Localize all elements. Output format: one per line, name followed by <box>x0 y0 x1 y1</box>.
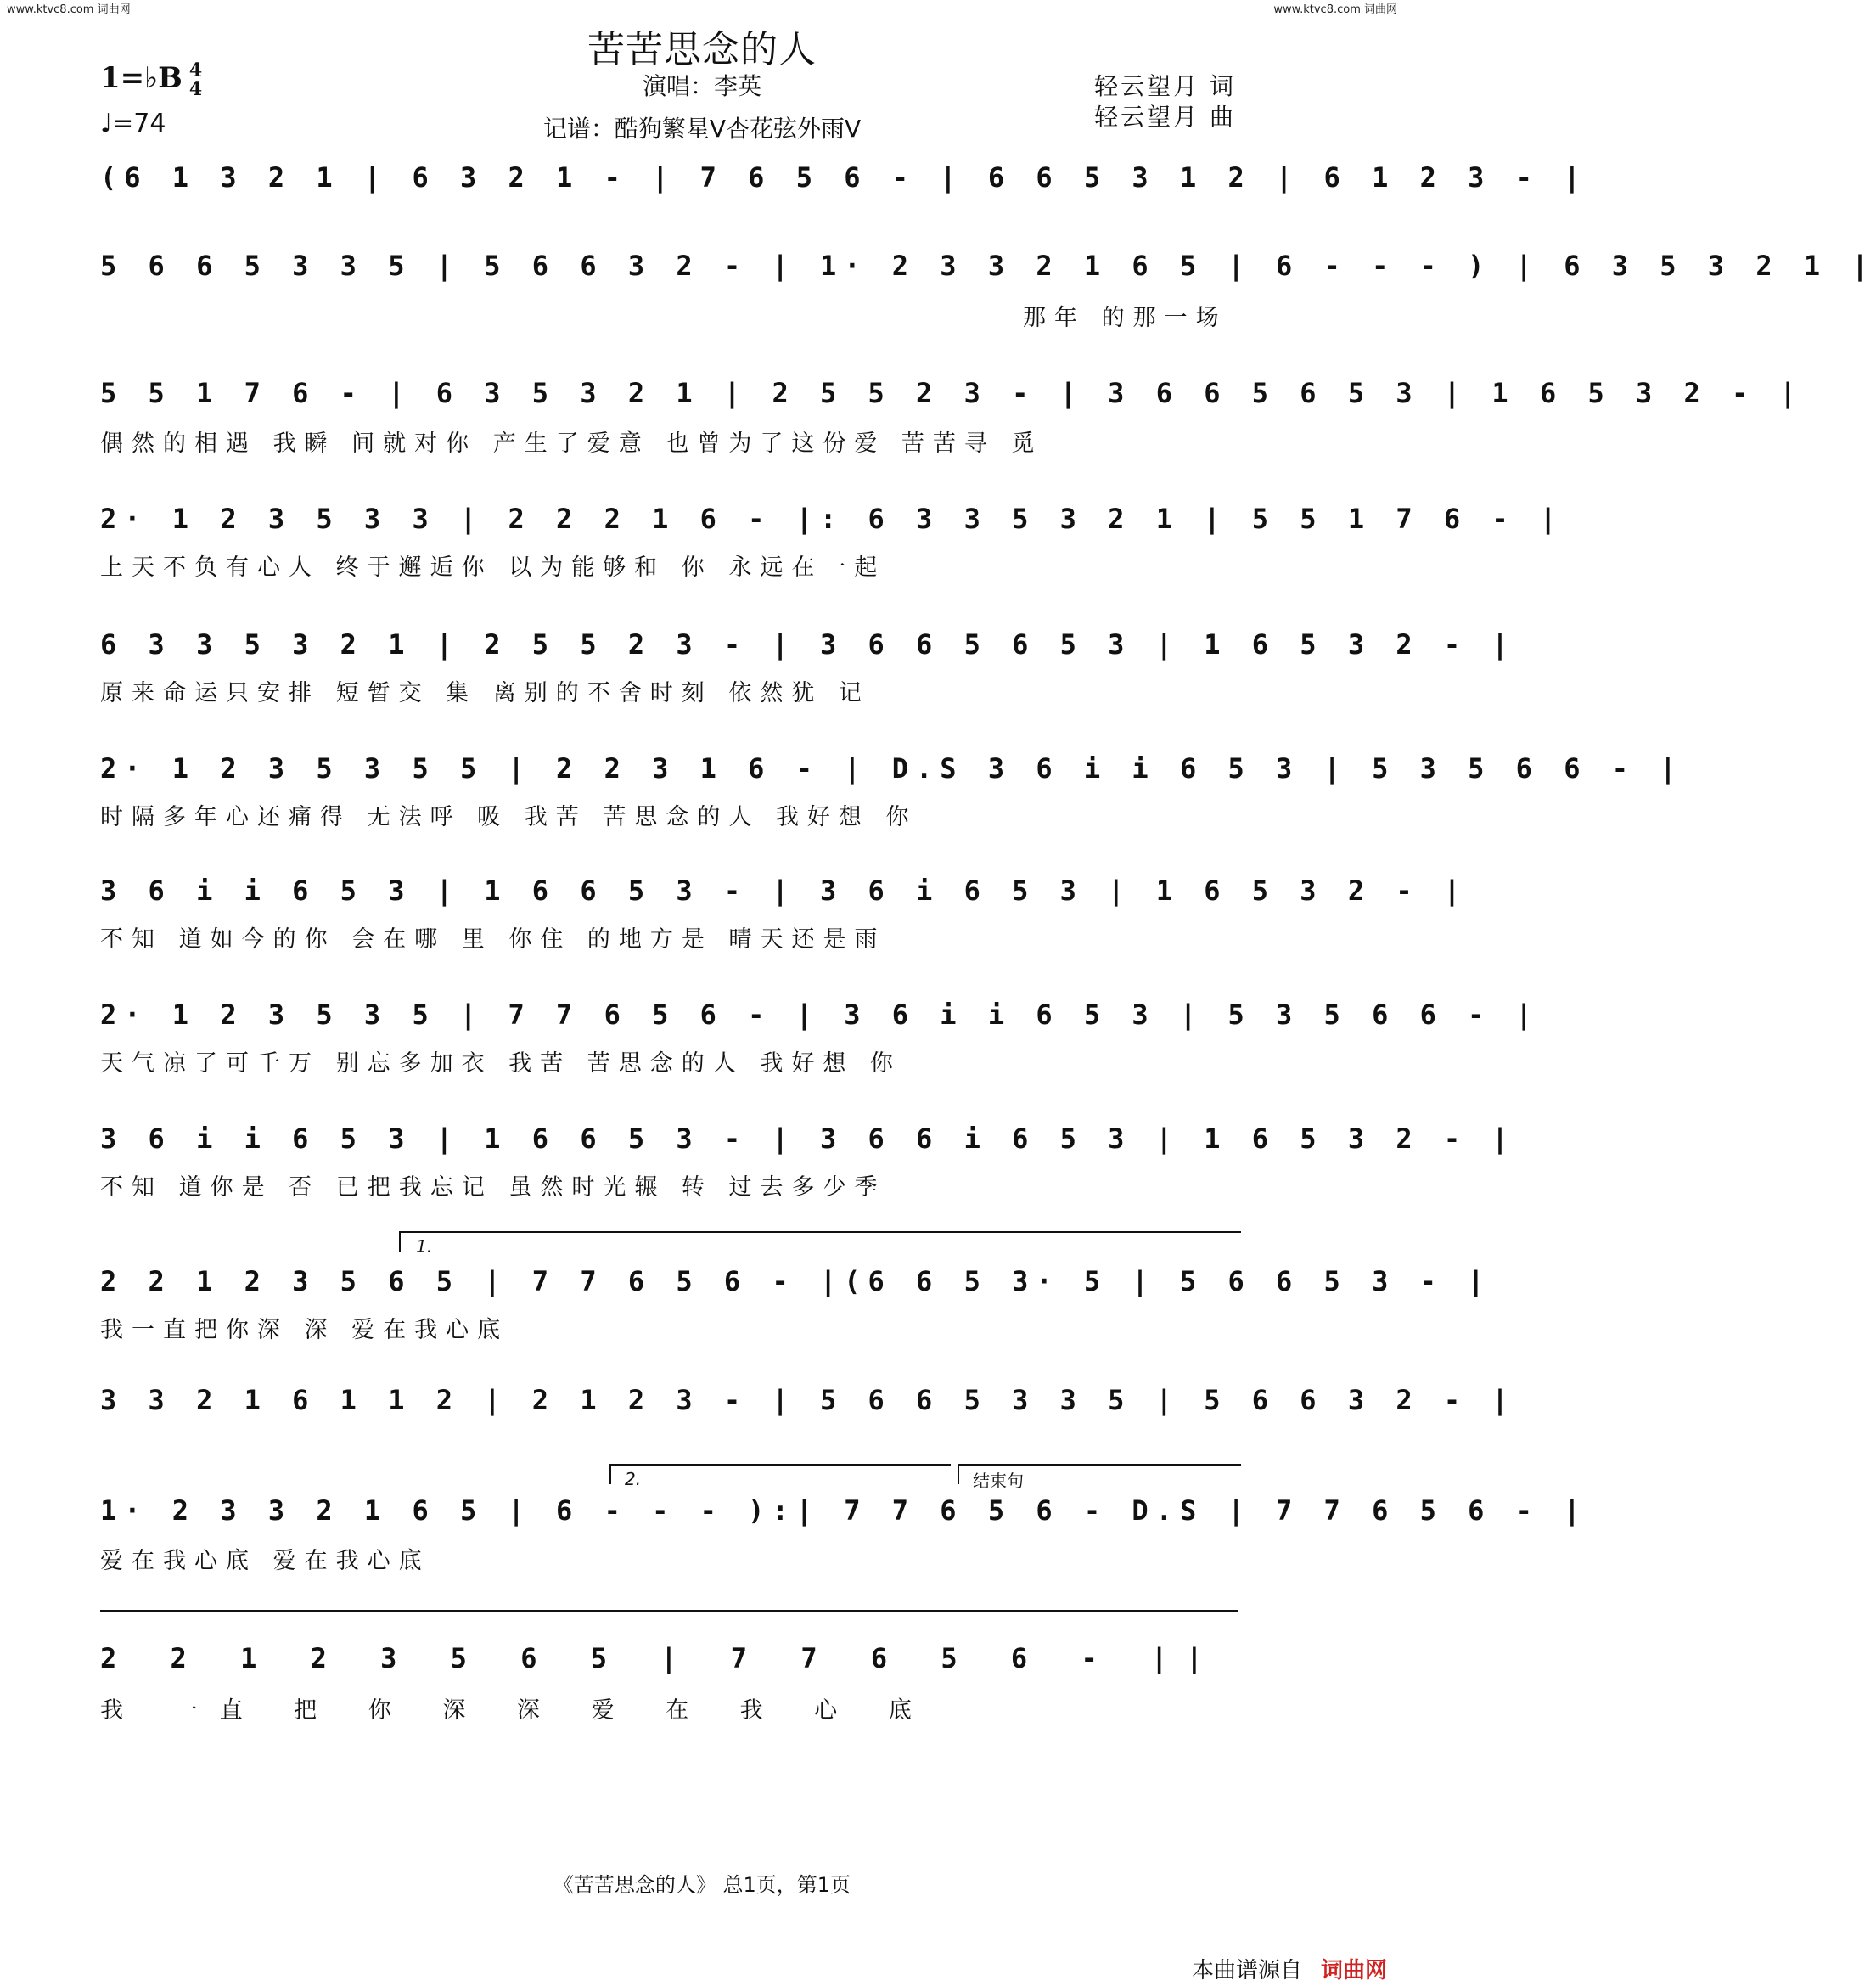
lyric-line-13: 我 一直 把 你 深 深 爱 在 我 心 底 <box>100 1697 934 1724</box>
performer: 演唱：李英 <box>642 72 761 100</box>
notation-line-5: 6 3 3 5 3 2 1 | 2 5 5 2 3 - | 3 6 6 5 6 5 3 | 1 6 5 3 2 - | <box>100 628 1516 661</box>
lyric-line-3: 偶然的相遇 我瞬 间就对你 产生了爱意 也曾为了这份爱 苦苦寻 觅 <box>100 430 1043 457</box>
key-label: 1=♭B <box>100 61 183 95</box>
notation-line-10: 2 2 1 2 3 5 6 5 | 7 7 6 5 6 - |(6 6 5 3· 5 | 5 6 6 5 3 - | <box>100 1265 1492 1297</box>
tempo-mark: ♩=74 <box>100 109 166 138</box>
notation-line-9: 3 6 i i 6 5 3 | 1 6 6 5 3 - | 3 6 6 i 6 5 3 | 1 6 5 3 2 - | <box>100 1122 1516 1155</box>
lyricist: 轻云望月 词 <box>1094 72 1236 100</box>
volta-first-label: 1. <box>416 1236 433 1257</box>
lyric-line-9: 不知 道你是 否 已把我忘记 虽然时光辗 转 过去多少季 <box>100 1174 886 1201</box>
site-label-left: www.ktvc8.com 词曲网 <box>7 3 131 16</box>
time-bottom: 4 <box>188 78 203 100</box>
time-top: 4 <box>188 59 203 82</box>
lyric-line-4: 上天不负有心人 终于邂逅你 以为能够和 你 永远在一起 <box>100 554 886 581</box>
notation-line-12: 1· 2 3 3 2 1 6 5 | 6 - - - ):| 7 7 6 5 6 - D.S | 7 7 6 5 6 - | <box>100 1494 1588 1527</box>
notation-line-3: 5 5 1 7 6 - | 6 3 5 3 2 1 | 2 5 5 2 3 - | 3 6 6 5 6 5 3 | 1 6 5 3 2 - | <box>100 377 1804 409</box>
notation-line-6: 2· 1 2 3 5 3 5 5 | 2 2 3 1 6 - | D.S 3 6 i i 6 5 3 | 5 3 5 6 6 - | <box>100 752 1684 785</box>
lyric-line-5: 原来命运只安排 短暂交 集 离别的不舍时刻 依然犹 记 <box>100 680 870 706</box>
site-label-right: www.ktvc8.com 词曲网 <box>1273 3 1397 16</box>
lyric-line-10: 我一直把你深 深 爱在我心底 <box>100 1317 509 1343</box>
volta-second-label: 2. <box>625 1469 642 1489</box>
volta-second-ending <box>609 1464 951 1484</box>
lyric-line-2: 那年 的那一场 <box>1023 305 1227 331</box>
notation-line-11: 3 3 2 1 6 1 1 2 | 2 1 2 3 - | 5 6 6 5 3 3 5 | 5 6 6 3 2 - | <box>100 1384 1516 1416</box>
notation-line-1: (6 1 3 2 1 | 6 3 2 1 - | 7 6 5 6 - | 6 6 5 3 1 2 | 6 1 2 3 - | <box>100 161 1588 194</box>
notation-line-2: 5 6 6 5 3 3 5 | 5 6 6 3 2 - | 1· 2 3 3 2 1 6 5 | 6 - - - ) | 6 3 5 3 2 1 | <box>100 250 1876 282</box>
source-label: 本曲谱源自 <box>1191 1958 1302 1983</box>
lyric-line-7: 不知 道如今的你 会在哪 里 你住 的地方是 晴天还是雨 <box>100 926 886 953</box>
page-info: 《苦苦思念的人》 总1页，第1页 <box>553 1873 851 1897</box>
composer: 轻云望月 曲 <box>1094 103 1236 131</box>
volta-first-ending <box>399 1231 1241 1252</box>
transcriber: 记谱：酷狗繁星V杏花弦外雨V <box>542 115 862 143</box>
notation-line-7: 3 6 i i 6 5 3 | 1 6 6 5 3 - | 3 6 i 6 5 3 | 1 6 5 3 2 - | <box>100 875 1469 907</box>
site-logo: 词曲网 <box>1320 1958 1387 1983</box>
notation-line-8: 2· 1 2 3 5 3 5 | 7 7 6 5 6 - | 3 6 i i 6 5 3 | 5 3 5 6 6 - | <box>100 999 1540 1031</box>
song-title: 苦苦思念的人 <box>587 28 817 71</box>
lyric-line-6: 时隔多年心还痛得 无法呼 吸 我苦 苦思念的人 我好想 你 <box>100 804 918 830</box>
lyric-line-8: 天气凉了可千万 别忘多加衣 我苦 苦思念的人 我好想 你 <box>100 1050 901 1077</box>
ending-phrase-label: 结束句 <box>973 1471 1024 1491</box>
notation-line-13: 2 2 1 2 3 5 6 5 | 7 7 6 5 6 - || <box>100 1642 1222 1674</box>
notation-line-4: 2· 1 2 3 5 3 3 | 2 2 2 1 6 - |: 6 3 3 5 3 2 1 | 5 5 1 7 6 - | <box>100 503 1564 535</box>
lyric-line-12: 爱在我心底 爱在我心底 <box>100 1548 430 1574</box>
final-system-bracket <box>100 1610 1238 1630</box>
